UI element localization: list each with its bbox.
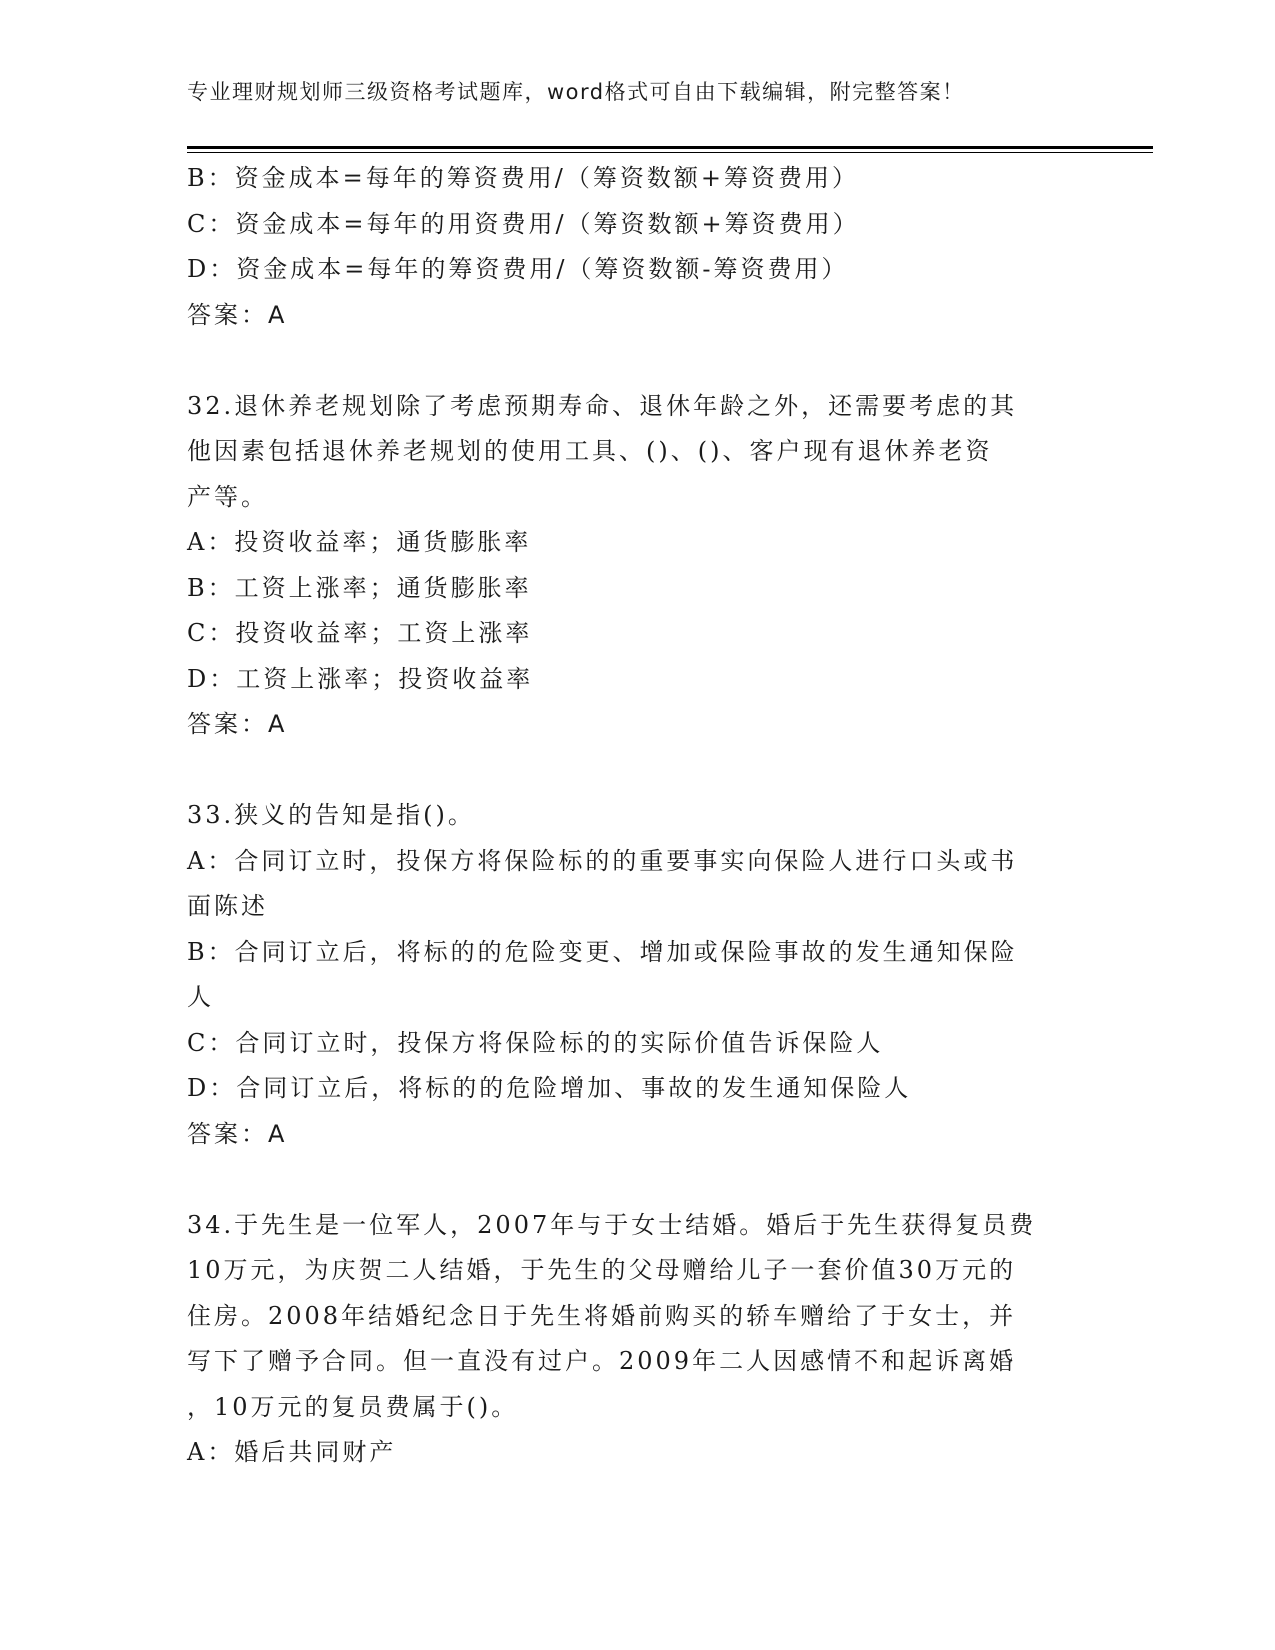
question-block-32 xyxy=(187,384,1087,748)
page-header: 专业理财规划师三级资格考试题库，word格式可自由下载编辑，附完整答案！ xyxy=(187,80,965,104)
question-text-line: 32.退休养老规划除了考虑预期寿命、退休年龄之外，还需要考虑的其 xyxy=(187,391,1018,420)
option-line: C：合同订立时，投保方将保险标的的实际价值告诉保险人 xyxy=(187,1028,884,1057)
question-block-33 xyxy=(187,793,1087,1157)
question-text-line: 34.于先生是一位军人，2007年与于女士结婚。婚后于先生获得复员费 xyxy=(187,1210,1037,1239)
question-text-line: 住房。2008年结婚纪念日于先生将婚前购买的轿车赠给了于女士，并 xyxy=(187,1301,1017,1330)
answer-line: 答案：A xyxy=(187,710,288,738)
option-line: B：工资上涨率；通货膨胀率 xyxy=(187,573,532,602)
question-text-line: 他因素包括退休养老规划的使用工具、()、()、客户现有退休养老资 xyxy=(187,437,993,465)
option-line: B：资金成本=每年的筹资费用/（筹资数额+筹资费用） xyxy=(187,164,859,192)
question-text-line: ，10万元的复员费属于()。 xyxy=(187,1392,519,1421)
question-text-line: 写下了赠予合同。但一直没有过户。2009年二人因感情不和起诉离婚 xyxy=(187,1347,1017,1375)
block-spacer xyxy=(187,748,1087,794)
answer-line: 答案：A xyxy=(187,300,288,329)
option-line: D：资金成本=每年的筹资费用/（筹资数额-筹资费用） xyxy=(187,255,849,283)
question-block-34 xyxy=(187,1203,1087,1476)
option-line: D：工资上涨率；投资收益率 xyxy=(187,664,534,693)
answer-line: 答案：A xyxy=(187,1119,288,1148)
option-line: B：合同订立后，将标的的危险变更、增加或保险事故的发生通知保险 xyxy=(187,937,1018,966)
option-line: D：合同订立后，将标的的危险增加、事故的发生通知保险人 xyxy=(187,1074,912,1102)
option-line: A：合同订立时，投保方将保险标的的重要事实向保险人进行口头或书 xyxy=(187,846,1018,875)
block-spacer xyxy=(187,338,1087,384)
option-line: A：投资收益率；通货膨胀率 xyxy=(187,528,532,556)
header-rule-thin xyxy=(187,152,1153,153)
document-body xyxy=(187,156,1087,1476)
option-line: 人 xyxy=(187,983,214,1011)
header-rule-thick xyxy=(187,146,1153,149)
option-line: A：婚后共同财产 xyxy=(187,1438,397,1466)
option-line: C：资金成本=每年的用资费用/（筹资数额+筹资费用） xyxy=(187,209,860,238)
question-block-31-tail xyxy=(187,156,1087,338)
block-spacer xyxy=(187,1157,1087,1203)
question-text-line: 产等。 xyxy=(187,482,268,511)
option-line: 面陈述 xyxy=(187,892,268,920)
question-text-line: 33.狭义的告知是指()。 xyxy=(187,801,475,829)
option-line: C：投资收益率；工资上涨率 xyxy=(187,619,533,647)
question-text-line: 10万元，为庆贺二人结婚，于先生的父母赠给儿子一套价值30万元的 xyxy=(187,1256,1017,1284)
